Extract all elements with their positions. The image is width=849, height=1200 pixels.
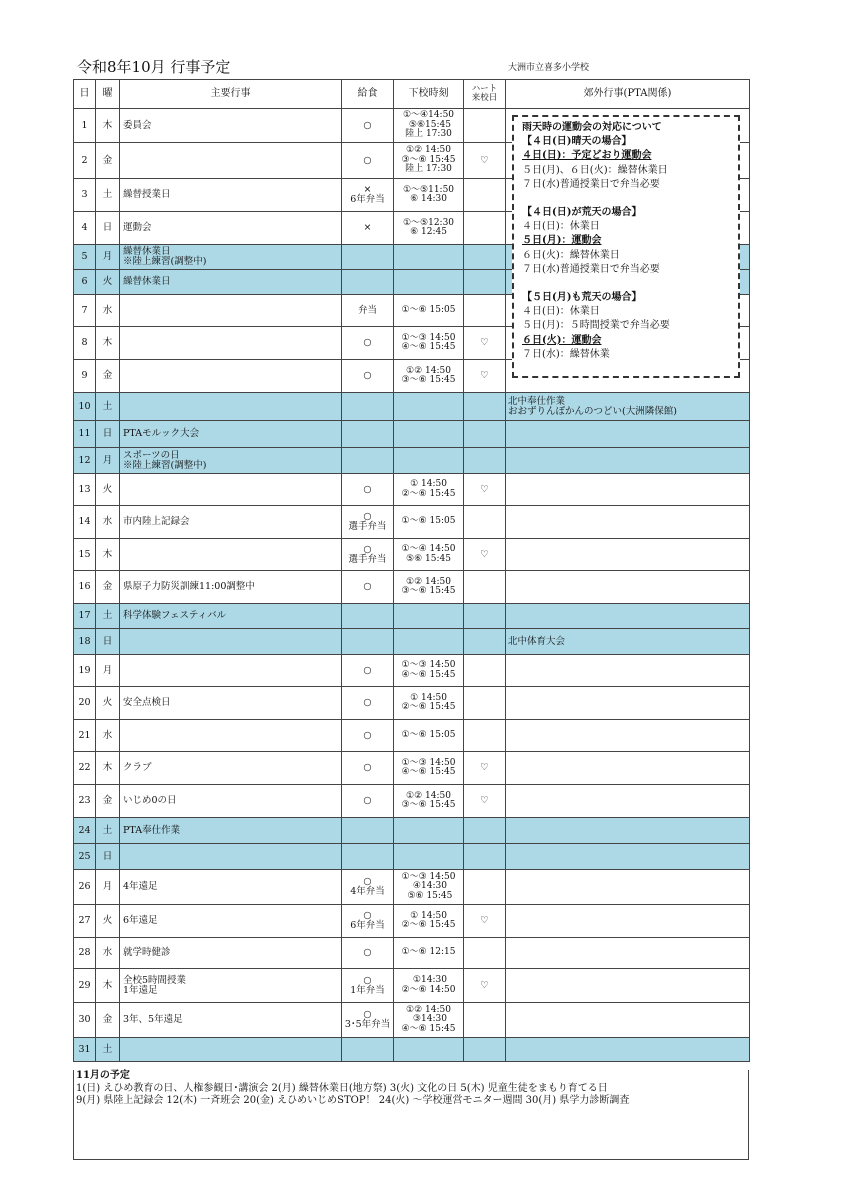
day-cell: 7 [74,295,96,327]
heart-cell: ♡ [464,905,506,938]
heart-cell [464,687,506,720]
heart-cell [464,448,506,474]
rain-case3-title: 【５日(月)も荒天の場合】 [522,292,642,304]
day-cell: 6 [74,270,96,295]
table-row [74,687,750,720]
lunch-cell: ○ [342,143,394,179]
weekday-cell: 日 [96,629,120,655]
lunch-cell: ○ 6年弁当 [342,905,394,938]
dismissal-cell: ①14:30 ②～⑥ 14:50 [394,969,464,1003]
dismissal-cell: ①～③ 14:50 ④～⑥ 15:45 [394,752,464,785]
lunch-cell [342,245,394,270]
outside-event-cell [506,969,750,1003]
dismissal-cell [394,393,464,421]
outside-event-cell [506,506,750,539]
next-month-line: 9(月) 県陸上記録会 12(木) 一斉班会 20(金) えひめいじめSTOP！ 24(火) ～学校運営モニター週間 30(月) 県学力診断調査 [76,1095,630,1106]
day-cell: 19 [74,655,96,687]
heart-cell [464,604,506,629]
rain-case3-line: ６日(火)：運動会 [522,334,602,346]
table-row [74,969,750,1003]
outside-event-cell [506,1038,750,1062]
day-cell: 31 [74,1038,96,1062]
rain-case1-line: ４日(日)：予定どおり運動会 [522,150,652,162]
lunch-cell: ○ 選手弁当 [342,506,394,539]
weekday-cell: 木 [96,109,120,143]
next-month-title: 11月の予定 [76,1070,130,1081]
day-cell: 11 [74,421,96,448]
weekday-cell: 火 [96,270,120,295]
event-cell: クラブ [120,752,342,785]
dismissal-cell: ①② 14:50 ③～⑥ 15:45 [394,785,464,818]
event-cell [120,360,342,393]
table-row [74,539,750,571]
rain-case2-line: ７日(水)普通授業日で弁当必要 [522,263,660,275]
lunch-cell: ○ [342,327,394,360]
day-cell: 29 [74,969,96,1003]
outside-event-cell [506,687,750,720]
weekday-cell: 金 [96,785,120,818]
heart-cell [464,655,506,687]
dismissal-cell [394,604,464,629]
dismissal-cell: ①② 14:50 ③14:30 ④～⑥ 15:45 [394,1003,464,1038]
heart-cell [464,212,506,245]
day-cell: 1 [74,109,96,143]
dismissal-cell [394,818,464,844]
dismissal-cell: ① 14:50 ②～⑥ 15:45 [394,905,464,938]
weekday-cell: 水 [96,938,120,969]
event-cell [120,720,342,752]
outside-event-cell [506,844,750,870]
event-cell: 全校5時間授業 1年遠足 [120,969,342,1003]
table-row [74,604,750,629]
lunch-cell: ○ 4年弁当 [342,870,394,905]
lunch-cell [342,421,394,448]
table-row [74,506,750,539]
event-cell [120,1038,342,1062]
header-heart: ハート 来校日 [464,80,506,109]
table-header-row [74,80,750,109]
day-cell: 17 [74,604,96,629]
event-cell: 就学時健診 [120,938,342,969]
weekday-cell: 木 [96,969,120,1003]
heart-cell [464,506,506,539]
heart-cell [464,295,506,327]
weekday-cell: 金 [96,360,120,393]
rain-case3-line: ７日(水)：繰替休業 [522,348,610,360]
lunch-cell [342,844,394,870]
event-cell: 繰替休業日 [120,270,342,295]
lunch-cell: ○ [342,571,394,604]
weekday-cell: 木 [96,752,120,785]
lunch-cell: ○ [342,687,394,720]
event-cell [120,393,342,421]
rain-case2-line: ６日(火)：繰替休業日 [522,249,620,261]
day-cell: 20 [74,687,96,720]
weekday-cell: 水 [96,720,120,752]
rain-plan-box [512,115,740,378]
dismissal-cell [394,421,464,448]
day-cell: 25 [74,844,96,870]
lunch-cell [342,629,394,655]
outside-event-cell [506,539,750,571]
table-row [74,448,750,474]
event-cell: PTAモルック大会 [120,421,342,448]
lunch-cell [342,270,394,295]
outside-event-cell [506,752,750,785]
event-cell [120,295,342,327]
outside-event-cell: 北中奉仕作業 おおずりんぽかんのつどい(大洲隣保館) [506,393,750,421]
event-cell: 委員会 [120,109,342,143]
outside-event-cell [506,720,750,752]
outside-event-cell [506,421,750,448]
event-cell [120,629,342,655]
day-cell: 18 [74,629,96,655]
outside-event-cell [506,448,750,474]
weekday-cell: 月 [96,655,120,687]
event-cell: 運動会 [120,212,342,245]
event-cell [120,539,342,571]
weekday-cell: 日 [96,212,120,245]
dismissal-cell [394,245,464,270]
weekday-cell: 土 [96,1038,120,1062]
day-cell: 26 [74,870,96,905]
dismissal-cell: ① 14:50 ②～⑥ 15:45 [394,474,464,506]
header-lunch: 給食 [342,80,394,109]
lunch-cell: ○ [342,474,394,506]
lunch-cell: ○ [342,360,394,393]
day-cell: 2 [74,143,96,179]
dismissal-cell: ①～⑤12:30 ⑥ 12:45 [394,212,464,245]
weekday-cell: 水 [96,506,120,539]
weekday-cell: 火 [96,687,120,720]
day-cell: 16 [74,571,96,604]
header-event: 主要行事 [120,80,342,109]
header-dismissal: 下校時刻 [394,80,464,109]
day-cell: 5 [74,245,96,270]
dismissal-cell [394,844,464,870]
table-row [74,844,750,870]
header-weekday: 曜 [96,80,120,109]
heart-cell [464,1038,506,1062]
dismissal-cell: ①～⑥ 12:15 [394,938,464,969]
event-cell: 3年、5年遠足 [120,1003,342,1038]
heart-cell [464,245,506,270]
event-cell [120,143,342,179]
day-cell: 4 [74,212,96,245]
outside-event-cell: 北中体育大会 [506,629,750,655]
heart-cell: ♡ [464,327,506,360]
table-row [74,870,750,905]
heart-cell: ♡ [464,143,506,179]
weekday-cell: 水 [96,295,120,327]
day-cell: 23 [74,785,96,818]
heart-cell [464,629,506,655]
lunch-cell: ○ [342,938,394,969]
event-cell: 安全点検日 [120,687,342,720]
weekday-cell: 土 [96,393,120,421]
event-cell [120,844,342,870]
event-cell: 6年遠足 [120,905,342,938]
rain-case1-title: 【４日(日)晴天の場合】 [522,136,632,148]
outside-event-cell [506,1003,750,1038]
dismissal-cell: ①～⑤11:50 ⑥ 14:30 [394,179,464,212]
dismissal-cell: ①～⑥ 15:05 [394,720,464,752]
table-row [74,785,750,818]
table-row [74,1038,750,1062]
rain-plan-heading: 雨天時の運動会の対応について [522,122,662,133]
heart-cell: ♡ [464,752,506,785]
dismissal-cell: ①～③ 14:50 ④14:30 ⑤⑥ 15:45 [394,870,464,905]
dismissal-cell [394,629,464,655]
table-row [74,1003,750,1038]
event-cell: 4年遠足 [120,870,342,905]
lunch-cell [342,393,394,421]
school-name: 大洲市立喜多小学校 [508,63,590,73]
heart-cell [464,571,506,604]
weekday-cell: 月 [96,245,120,270]
lunch-cell: × 6年弁当 [342,179,394,212]
header-day: 日 [74,80,96,109]
rain-case2-line: ４日(日)：休業日 [522,221,600,233]
dismissal-cell: ①～③ 14:50 ④～⑥ 15:45 [394,327,464,360]
day-cell: 30 [74,1003,96,1038]
day-cell: 22 [74,752,96,785]
event-cell: いじめ0の日 [120,785,342,818]
table-row [74,818,750,844]
weekday-cell: 木 [96,327,120,360]
table-row [74,571,750,604]
heart-cell [464,421,506,448]
heart-cell: ♡ [464,539,506,571]
lunch-cell [342,1038,394,1062]
dismissal-cell: ①～④ 14:50 ⑤⑥ 15:45 [394,539,464,571]
table-row [74,905,750,938]
dismissal-cell: ①～④14:50 ⑤⑥15:45 陸上 17:30 [394,109,464,143]
weekday-cell: 金 [96,1003,120,1038]
heart-cell [464,844,506,870]
lunch-cell: ○ 1年弁当 [342,969,394,1003]
day-cell: 15 [74,539,96,571]
weekday-cell: 金 [96,143,120,179]
day-cell: 3 [74,179,96,212]
weekday-cell: 木 [96,539,120,571]
dismissal-cell: ①～⑥ 15:05 [394,506,464,539]
rain-case3-line: ４日(日)：休業日 [522,306,600,318]
outside-event-cell [506,655,750,687]
next-month-line: 1(日) えひめ教育の日、人権参観日･講演会 2(月) 繰替休業日(地方祭) 3(火) 文化の日 5(木) 児童生徒をまもり育てる日 [76,1082,608,1094]
heart-cell [464,393,506,421]
rain-case2-title: 【４日(日)が荒天の場合】 [522,207,642,219]
table-row [74,474,750,506]
day-cell: 24 [74,818,96,844]
rain-case3-line: ５日(月)：５時間授業で弁当必要 [522,320,670,332]
lunch-cell: ○ [342,785,394,818]
event-cell: 県原子力防災訓練11:00調整中 [120,571,342,604]
heart-cell [464,270,506,295]
lunch-cell: ○ 選手弁当 [342,539,394,571]
day-cell: 8 [74,327,96,360]
outside-event-cell [506,938,750,969]
outside-event-cell [506,870,750,905]
dismissal-cell [394,1038,464,1062]
event-cell [120,327,342,360]
dismissal-cell: ①② 14:50 ③～⑥ 15:45 [394,360,464,393]
heart-cell: ♡ [464,360,506,393]
heart-cell [464,1003,506,1038]
dismissal-cell: ①～③ 14:50 ④～⑥ 15:45 [394,655,464,687]
event-cell: 市内陸上記録会 [120,506,342,539]
table-row [74,393,750,421]
lunch-cell [342,818,394,844]
lunch-cell: × [342,212,394,245]
heart-cell: ♡ [464,969,506,1003]
table-row [74,629,750,655]
day-cell: 14 [74,506,96,539]
event-cell: スポーツの日 ※陸上練習(調整中) [120,448,342,474]
lunch-cell: 弁当 [342,295,394,327]
rain-case1-line: ５日(月)、６日(火)：繰替休業日 [522,164,668,176]
day-cell: 28 [74,938,96,969]
weekday-cell: 火 [96,474,120,506]
table-row [74,752,750,785]
header-outside: 郊外行事(PTA関係) [506,80,750,109]
outside-event-cell [506,571,750,604]
weekday-cell: 火 [96,905,120,938]
event-cell: PTA奉仕作業 [120,818,342,844]
rain-case1-line: ７日(水)普通授業日で弁当必要 [522,178,660,190]
heart-cell [464,720,506,752]
event-cell [120,474,342,506]
weekday-cell: 月 [96,870,120,905]
event-cell: 繰替授業日 [120,179,342,212]
day-cell: 13 [74,474,96,506]
table-row [74,421,750,448]
outside-event-cell [506,818,750,844]
lunch-cell [342,604,394,629]
event-cell [120,655,342,687]
weekday-cell: 土 [96,818,120,844]
heart-cell [464,818,506,844]
day-cell: 27 [74,905,96,938]
outside-event-cell [506,604,750,629]
weekday-cell: 日 [96,844,120,870]
heart-cell [464,870,506,905]
dismissal-cell: ①② 14:50 ③～⑥ 15:45 [394,571,464,604]
weekday-cell: 土 [96,179,120,212]
weekday-cell: 金 [96,571,120,604]
dismissal-cell [394,270,464,295]
event-cell: 科学体験フェスティバル [120,604,342,629]
lunch-cell: ○ [342,752,394,785]
table-row [74,720,750,752]
day-cell: 10 [74,393,96,421]
outside-event-cell [506,905,750,938]
event-cell: 繰替休業日 ※陸上練習(調整中) [120,245,342,270]
page-title: 令和8年10月 行事予定 [77,58,231,76]
lunch-cell: ○ [342,109,394,143]
day-cell: 12 [74,448,96,474]
lunch-cell: ○ [342,655,394,687]
lunch-cell [342,448,394,474]
rain-case2-line: ５日(月)：運動会 [522,235,602,247]
heart-cell [464,109,506,143]
dismissal-cell [394,448,464,474]
day-cell: 21 [74,720,96,752]
weekday-cell: 月 [96,448,120,474]
heart-cell [464,179,506,212]
dismissal-cell: ①② 14:50 ③～⑥ 15:45 陸上 17:30 [394,143,464,179]
outside-event-cell [506,785,750,818]
dismissal-cell: ① 14:50 ②～⑥ 15:45 [394,687,464,720]
next-month-box [73,1070,749,1160]
table-row [74,655,750,687]
heart-cell: ♡ [464,474,506,506]
table-row [74,938,750,969]
dismissal-cell: ①～⑥ 15:05 [394,295,464,327]
heart-cell: ♡ [464,785,506,818]
outside-event-cell [506,474,750,506]
lunch-cell: ○ [342,720,394,752]
heart-cell [464,938,506,969]
day-cell: 9 [74,360,96,393]
weekday-cell: 土 [96,604,120,629]
weekday-cell: 日 [96,421,120,448]
lunch-cell: ○ 3･5年弁当 [342,1003,394,1038]
